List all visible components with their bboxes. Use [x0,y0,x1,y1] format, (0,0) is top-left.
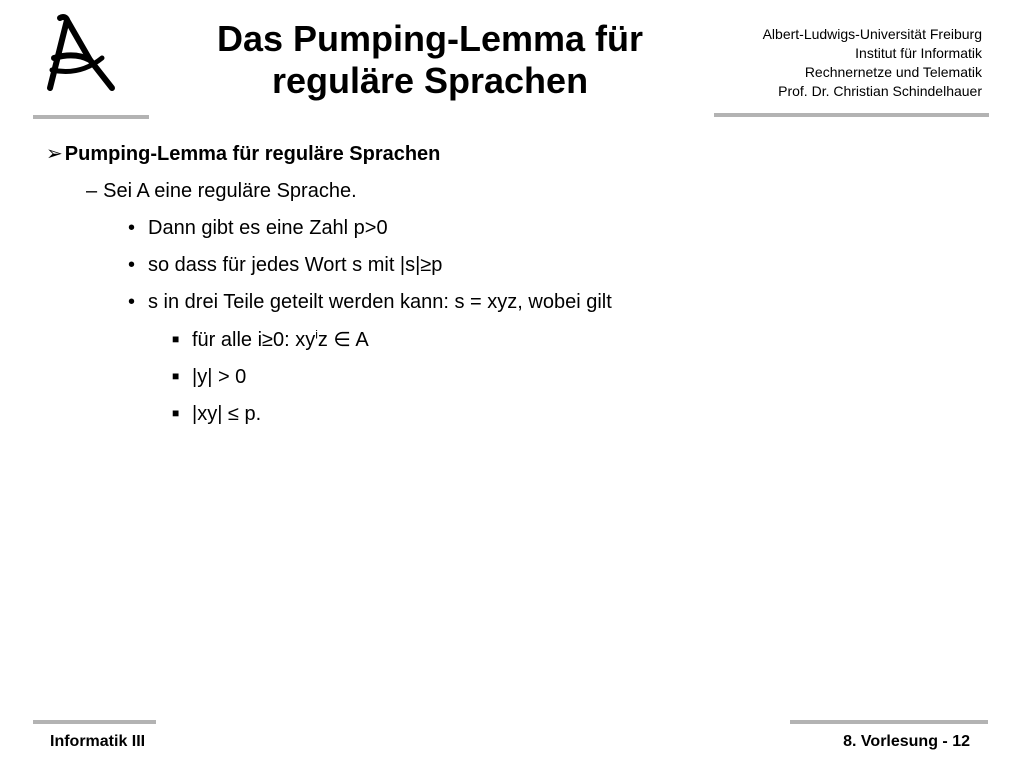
condition-item [172,364,246,389]
condition-text: |xy| ≤ p. [192,403,262,425]
institution-institute: Institut für Informatik [855,45,982,61]
list-item-text: s in drei Teile geteilt werden kann: s = xyz, wobei gilt [148,291,612,313]
condition-text-suffix: z ∈ A [317,329,369,351]
footer-rule-left [33,720,156,724]
institution-university: Albert-Ludwigs-Universität Freiburg [762,26,982,42]
square-bullet-icon: ■ [172,406,180,420]
footer-rule-right [790,720,988,724]
list-item [128,253,442,277]
dot-bullet-icon: • [128,254,136,276]
dot-bullet-icon: • [128,217,136,239]
list-item [128,216,388,240]
square-bullet-icon: ■ [172,369,180,383]
list-item [128,290,612,314]
footer-course: Informatik III [50,733,146,750]
condition-text: |y| > 0 [192,366,247,388]
condition-item [172,327,369,352]
institution-professor: Prof. Dr. Christian Schindelhauer [778,83,982,99]
square-bullet-icon: ■ [172,332,180,346]
dash-bullet-icon: – [86,180,98,202]
bullet-heading [46,142,440,166]
list-item-text: Dann gibt es eine Zahl p>0 [148,217,388,239]
slide-title-line1: Das Pumping-Lemma für [216,18,644,59]
arrow-bullet-icon: ➢ [46,143,63,165]
institution-chair: Rechnernetze und Telematik [804,64,982,80]
condition-text-prefix: für alle i≥0: xy [192,329,316,351]
footer-slide-number: 8. Vorlesung - 12 [843,733,970,750]
heading-text: Pumping-Lemma für reguläre Sprachen [64,143,441,165]
list-item-text: so dass für jedes Wort s mit |s|≥p [148,254,443,276]
condition-superscript: i [315,327,318,342]
sub-item [86,179,357,203]
slide-title-line2: reguläre Sprachen [271,60,589,101]
sub-item-text: Sei A eine reguläre Sprache. [103,180,357,202]
condition-item [172,401,261,426]
dot-bullet-icon: • [128,291,136,313]
